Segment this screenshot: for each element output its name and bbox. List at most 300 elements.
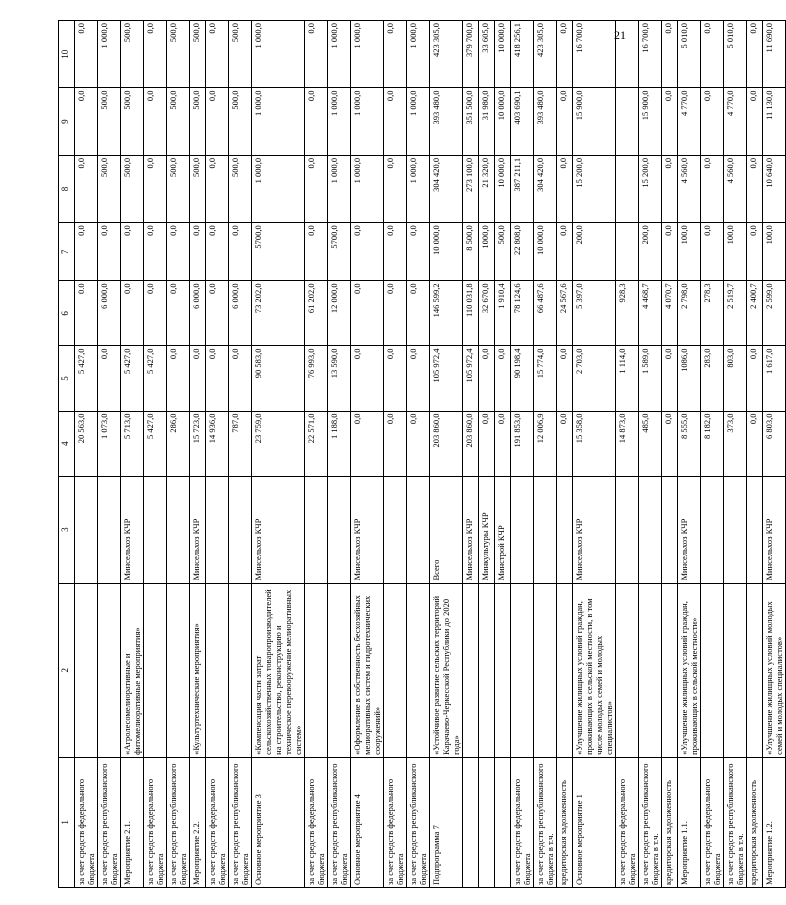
table-cell [616, 583, 639, 757]
table-cell: 1 000,0 [407, 88, 430, 155]
table-row [616, 21, 639, 888]
table-cell: 2 703,0 [573, 346, 616, 411]
table-cell: за счет средств республиканского бюджета [407, 757, 430, 887]
table-cell: 5 427,0 [75, 346, 98, 411]
table-row [557, 21, 573, 888]
page-number: 21 [614, 28, 626, 42]
header-cell: 8 [59, 155, 75, 222]
table-cell: 0,0 [98, 346, 121, 411]
table-cell: 15 900,0 [639, 88, 662, 155]
table-cell: 0,0 [229, 346, 252, 411]
table-cell: 0,0 [305, 21, 328, 88]
table-cell: 1 000,0 [252, 155, 305, 222]
table-cell: 4 560,0 [678, 155, 701, 222]
table-cell: 1 188,0 [328, 411, 351, 476]
table-cell: 0,0 [351, 223, 384, 281]
table-cell [557, 583, 573, 757]
table-cell [511, 476, 534, 583]
table-cell: 15 358,0 [573, 411, 616, 476]
table-cell: 1 000,0 [351, 21, 384, 88]
table-row [252, 21, 305, 888]
table-cell: 10 000,0 [495, 88, 511, 155]
table-cell: 1 000,0 [252, 88, 305, 155]
table-cell: 0,0 [662, 155, 678, 222]
table-cell: 0,0 [75, 88, 98, 155]
table-cell: 500,0 [121, 21, 144, 88]
table-cell: 100,0 [724, 223, 747, 281]
table-cell: 0,0 [407, 223, 430, 281]
table-cell: 485,0 [639, 411, 662, 476]
table-cell: 10 000,0 [430, 223, 463, 281]
table-cell: 0,0 [495, 346, 511, 411]
table-cell: 203 860,0 [430, 411, 463, 476]
table-cell: 8 500,0 [463, 223, 479, 281]
table-cell: 1086,0 [678, 346, 701, 411]
table-cell: 373,0 [724, 411, 747, 476]
table-cell: 6 000,0 [190, 281, 206, 346]
table-cell [616, 476, 639, 583]
header-cell: 5 [59, 346, 75, 411]
table-cell: 200,0 [573, 223, 616, 281]
table-row [495, 21, 511, 888]
table-cell: 0,0 [167, 346, 190, 411]
table-cell: 6 000,0 [229, 281, 252, 346]
table-row [190, 21, 206, 888]
table-cell [495, 583, 511, 757]
table-cell: 1 000,0 [328, 21, 351, 88]
table-cell: за счет средств федерального бюджета [701, 757, 724, 887]
table-cell: за счет средств республиканского бюджета в т.ч. [534, 757, 557, 887]
header-cell: 3 [59, 476, 75, 583]
table-cell: 351 500,0 [463, 88, 479, 155]
table-cell: 76 993,0 [305, 346, 328, 411]
table-cell: Основное мероприятие 1 [573, 757, 616, 887]
table-cell: 500,0 [190, 155, 206, 222]
table-cell: 23 759,0 [252, 411, 305, 476]
table-cell [229, 583, 252, 757]
table-cell [206, 583, 229, 757]
table-cell: 2 400,7 [747, 281, 763, 346]
table-cell: 10 000,0 [534, 223, 557, 281]
table-cell: 0,0 [557, 21, 573, 88]
table-cell: 0,0 [747, 411, 763, 476]
rotated-table-container [58, 20, 784, 888]
table-cell: 203 860,0 [463, 411, 479, 476]
table-cell: 0,0 [121, 281, 144, 346]
table-cell: 146 599,2 [430, 281, 463, 346]
table-cell: 0,0 [479, 411, 495, 476]
table-cell: 5 397,0 [573, 281, 616, 346]
table-cell [328, 583, 351, 757]
table-cell: 1 000,0 [351, 155, 384, 222]
table-cell: 0,0 [662, 88, 678, 155]
table-cell [701, 476, 724, 583]
table-cell: 105 972,4 [463, 346, 479, 411]
table-cell: 1 000,0 [328, 88, 351, 155]
table-cell: 0,0 [75, 155, 98, 222]
table-cell: 0,0 [384, 281, 407, 346]
table-cell: 11 690,0 [763, 21, 786, 88]
table-cell: 13 590,0 [328, 346, 351, 411]
table-cell: 0,0 [75, 223, 98, 281]
table-cell: 21 320,0 [479, 155, 495, 222]
table-cell [495, 757, 511, 887]
table-cell: 500,0 [190, 88, 206, 155]
table-cell [747, 476, 763, 583]
table-cell [662, 583, 678, 757]
table-cell: Подпрограмма 7 [430, 757, 463, 887]
table-cell: 0,0 [384, 21, 407, 88]
table-cell: 1 000,0 [98, 21, 121, 88]
table-cell: 273 100,0 [463, 155, 479, 222]
table-cell: 0,0 [206, 346, 229, 411]
table-cell: 14 936,0 [206, 411, 229, 476]
table-cell: 5 427,0 [121, 346, 144, 411]
table-cell: 0,0 [557, 155, 573, 222]
table-cell: 500,0 [167, 88, 190, 155]
table-cell [639, 476, 662, 583]
table-cell [534, 583, 557, 757]
table-cell: 0,0 [662, 223, 678, 281]
table-cell: 387 211,1 [511, 155, 534, 222]
table-cell: 0,0 [121, 223, 144, 281]
table-cell: 0,0 [557, 411, 573, 476]
table-cell: 1 000,0 [407, 21, 430, 88]
table-cell: 0,0 [75, 21, 98, 88]
table-row [701, 21, 724, 888]
table-cell: 803,0 [724, 346, 747, 411]
table-row [747, 21, 763, 888]
table-cell: 0,0 [190, 346, 206, 411]
table-cell: 5 010,0 [678, 21, 701, 88]
table-cell: 6 000,0 [98, 281, 121, 346]
table-cell: за счет средств федерального бюджета [144, 757, 167, 887]
table-cell: 22 571,0 [305, 411, 328, 476]
table-cell [144, 476, 167, 583]
table-cell: 278,3 [701, 281, 724, 346]
table-cell: 0,0 [206, 155, 229, 222]
table-cell: Мероприятие 1.2. [763, 757, 786, 887]
table-cell: 0.0 [75, 281, 98, 346]
table-cell: Минсельхоз КЧР [463, 476, 479, 583]
table-cell [534, 476, 557, 583]
table-cell: 304 420,0 [534, 155, 557, 222]
table-cell: кредиторская задолженность [662, 757, 678, 887]
table-cell: 0,0 [144, 281, 167, 346]
table-cell: 6 803,0 [763, 411, 786, 476]
table-cell: 1 000,0 [252, 21, 305, 88]
table-row [144, 21, 167, 888]
table-cell: 0,0 [384, 155, 407, 222]
table-cell: 4 468,7 [639, 281, 662, 346]
table-row [229, 21, 252, 888]
table-cell: 0,0 [351, 411, 384, 476]
table-cell [616, 21, 639, 88]
table-cell: 15 723,0 [190, 411, 206, 476]
table-cell: 0,0 [747, 21, 763, 88]
table-cell: 304 420,0 [430, 155, 463, 222]
table-cell: 0,0 [479, 346, 495, 411]
header-cell: 9 [59, 88, 75, 155]
table-cell: 0,0 [144, 21, 167, 88]
table-cell: 0,0 [229, 223, 252, 281]
table-cell [305, 476, 328, 583]
table-cell: 1 000,0 [351, 88, 384, 155]
table-cell: 0,0 [701, 223, 724, 281]
table-row [724, 21, 747, 888]
table-cell: 0,0 [557, 223, 573, 281]
table-cell: 403 690,1 [511, 88, 534, 155]
table-cell [479, 583, 495, 757]
table-cell [747, 583, 763, 757]
header-cell: 10 [59, 21, 75, 88]
table-cell: 1 073,0 [98, 411, 121, 476]
table-cell: 0,0 [144, 223, 167, 281]
table-cell: «Улучшение жилищных условий граждан, проживающих в сельской местности» [678, 583, 701, 757]
table-cell: 500,0 [495, 223, 511, 281]
table-row [639, 21, 662, 888]
table-cell: 5700,0 [328, 223, 351, 281]
table-cell: 105 972,4 [430, 346, 463, 411]
table-cell [206, 476, 229, 583]
table-cell [511, 583, 534, 757]
table-row [384, 21, 407, 888]
table-cell: 500,0 [167, 21, 190, 88]
table-cell: 0,0 [701, 21, 724, 88]
table-cell: 1 000,0 [328, 155, 351, 222]
table-cell: 0,0 [305, 223, 328, 281]
table-cell: 423 305,0 [430, 21, 463, 88]
table-cell: 5 427,0 [144, 411, 167, 476]
table-cell: 4 770,0 [678, 88, 701, 155]
table-row [573, 21, 616, 888]
table-row [662, 21, 678, 888]
table-cell: 10 000,0 [495, 155, 511, 222]
table-cell: 14 873,0 [616, 411, 639, 476]
table-cell [407, 476, 430, 583]
table-cell: 0,0 [747, 155, 763, 222]
table-cell [328, 476, 351, 583]
table-row [167, 21, 190, 888]
table-cell [463, 757, 479, 887]
table-cell: 22 808,0 [511, 223, 534, 281]
table-cell: 1000,0 [479, 223, 495, 281]
table-cell: «Компенсация части затрат сельскохозяйственных товаропроизводителей на строительство, реконструкцию и техническое перевооружение мелиоративных систем» [252, 583, 305, 757]
table-cell: за счет средств федерального бюджета [511, 757, 534, 887]
table-cell: 90 583,0 [252, 346, 305, 411]
table-cell: 393 480,0 [430, 88, 463, 155]
table-cell: 0,0 [144, 88, 167, 155]
table-cell [616, 223, 639, 281]
table-cell: 500,0 [98, 155, 121, 222]
table-cell: 1 910,4 [495, 281, 511, 346]
table-cell: «Устойчивое развитие сельских территорий Карачаево-Черкесской Республики до 2020 года» [430, 583, 463, 757]
table-cell [75, 476, 98, 583]
table-cell: 8 182,0 [701, 411, 724, 476]
table-cell [98, 583, 121, 757]
table-row [328, 21, 351, 888]
table-cell: 0,0 [206, 21, 229, 88]
table-cell: 16 700,0 [573, 21, 616, 88]
table-cell [229, 476, 252, 583]
table-cell: за счет средств федерального бюджета [206, 757, 229, 887]
table-cell: 928,3 [616, 281, 639, 346]
table-body [59, 21, 786, 888]
table-cell: 8 555,0 [678, 411, 701, 476]
table-cell: 423 305,0 [534, 21, 557, 88]
header-row [59, 21, 75, 888]
table-cell [75, 583, 98, 757]
table-row [479, 21, 495, 888]
table-cell [724, 476, 747, 583]
table-cell: 500,0 [229, 88, 252, 155]
table-cell [662, 476, 678, 583]
table-cell: 12 000,0 [328, 281, 351, 346]
table-row [75, 21, 98, 888]
table-cell: кредиторская задолженность [747, 757, 763, 887]
table-cell: 787,0 [229, 411, 252, 476]
table-cell: Минсельхоз КЧР [351, 476, 384, 583]
table-cell: 500,0 [121, 88, 144, 155]
table-cell: Минсельхоз КЧР [678, 476, 701, 583]
table-cell: Минсельхоз КЧР [190, 476, 206, 583]
table-cell: «Культуртехнические мероприятия» [190, 583, 206, 757]
table-cell: «Оформление в собственность бесхозяйных мелиоративных систем и гидротехнических сооружений» [351, 583, 384, 757]
table-row [351, 21, 384, 888]
table-cell: 31 980,0 [479, 88, 495, 155]
table-cell: 500,0 [121, 155, 144, 222]
table-cell: 418 256,1 [511, 21, 534, 88]
table-cell: Мероприятие 2.2. [190, 757, 206, 887]
table-cell: 0,0 [144, 155, 167, 222]
table-cell: Минсельхоз КЧР [763, 476, 786, 583]
table-cell: Минсельхоз КЧР [573, 476, 616, 583]
table-cell [463, 583, 479, 757]
table-cell: 32 670,0 [479, 281, 495, 346]
table-cell [305, 583, 328, 757]
table-cell: 0,0 [351, 346, 384, 411]
table-cell: 500,0 [167, 155, 190, 222]
table-cell [167, 476, 190, 583]
table-cell: за счет средств федерального бюджета [616, 757, 639, 887]
table-cell: 2 798,0 [678, 281, 701, 346]
table-cell: Мероприятие 1.1. [678, 757, 701, 887]
table-row [121, 21, 144, 888]
table-cell: 0,0 [305, 88, 328, 155]
table-cell: 15 900,0 [573, 88, 616, 155]
header-cell: 4 [59, 411, 75, 476]
table-row [407, 21, 430, 888]
table-cell: за счет средств республиканского бюджета в т.ч. [724, 757, 747, 887]
table-row [206, 21, 229, 888]
table-cell: 1 000,0 [407, 155, 430, 222]
table-cell: 11 130,0 [763, 88, 786, 155]
table-cell: 283,0 [701, 346, 724, 411]
table-row [763, 21, 786, 888]
table-cell: 0,0 [747, 88, 763, 155]
table-row [430, 21, 463, 888]
table-cell: 1 114,0 [616, 346, 639, 411]
table-cell: 0,0 [167, 281, 190, 346]
table-cell: 393 480,0 [534, 88, 557, 155]
table-cell: 2 519,7 [724, 281, 747, 346]
table-cell: 73 202,0 [252, 281, 305, 346]
table-cell: за счет средств республиканского бюджета [98, 757, 121, 887]
table-cell: 0,0 [206, 281, 229, 346]
table-cell: Основное мероприятие 3 [252, 757, 305, 887]
table-cell [616, 88, 639, 155]
table-cell: «Улучшение жилищных условий молодых семей и молодых специалистов» [763, 583, 786, 757]
table-row [98, 21, 121, 888]
table-cell: 379 700,0 [463, 21, 479, 88]
table-cell: 15 200,0 [639, 155, 662, 222]
table-cell: 0,0 [407, 281, 430, 346]
table-cell: 5 713,0 [121, 411, 144, 476]
table-cell: за счет средств республиканского бюджета [229, 757, 252, 887]
table-cell [384, 583, 407, 757]
table-cell: за счет средств республиканского бюджета [328, 757, 351, 887]
table-cell: 200,0 [639, 223, 662, 281]
table-cell: 500,0 [190, 21, 206, 88]
table-cell: 500,0 [98, 88, 121, 155]
table-row [534, 21, 557, 888]
table-cell: 0,0 [407, 411, 430, 476]
table-cell: 78 124,6 [511, 281, 534, 346]
table-cell: 0,0 [305, 155, 328, 222]
table-cell: Минкультуры КЧР [479, 476, 495, 583]
table-cell: 4 560,0 [724, 155, 747, 222]
table-cell: 0,0 [351, 281, 384, 346]
table-cell: 4 070,7 [662, 281, 678, 346]
table-cell: 500,0 [229, 155, 252, 222]
table-row [678, 21, 701, 888]
table-cell: 0,0 [662, 21, 678, 88]
table-cell: Минсельхоз КЧР [252, 476, 305, 583]
table-cell: 110 031,8 [463, 281, 479, 346]
table-cell: 0,0 [98, 223, 121, 281]
table-cell: 66 487,6 [534, 281, 557, 346]
table-cell: 1 617,0 [763, 346, 786, 411]
table-cell: 33 605,0 [479, 21, 495, 88]
table-cell [724, 583, 747, 757]
table-cell: 191 853,0 [511, 411, 534, 476]
table-cell: 5 010,0 [724, 21, 747, 88]
table-cell: за счет средств федерального бюджета [384, 757, 407, 887]
table-cell: 0,0 [557, 346, 573, 411]
table-cell [144, 583, 167, 757]
table-row [305, 21, 328, 888]
table-cell: 5700,0 [252, 223, 305, 281]
table-cell [479, 757, 495, 887]
table-cell: 24 567,6 [557, 281, 573, 346]
table-cell: 15 774,0 [534, 346, 557, 411]
table-row [511, 21, 534, 888]
table-cell [167, 583, 190, 757]
table-cell: 10 640,0 [763, 155, 786, 222]
header-cell: 6 [59, 281, 75, 346]
table-cell: 0,0 [407, 346, 430, 411]
table-cell: Минстрой КЧР [495, 476, 511, 583]
table-cell: 0,0 [206, 88, 229, 155]
table-cell: Минсельхоз КЧР [121, 476, 144, 583]
table-cell [701, 583, 724, 757]
table-cell: за счет средств федерального бюджета [305, 757, 328, 887]
table-cell: 0,0 [701, 155, 724, 222]
table-cell: 0,0 [495, 411, 511, 476]
table-cell: кредиторская задолженность [557, 757, 573, 887]
table-cell: 0,0 [747, 346, 763, 411]
table-cell: 12 006,9 [534, 411, 557, 476]
